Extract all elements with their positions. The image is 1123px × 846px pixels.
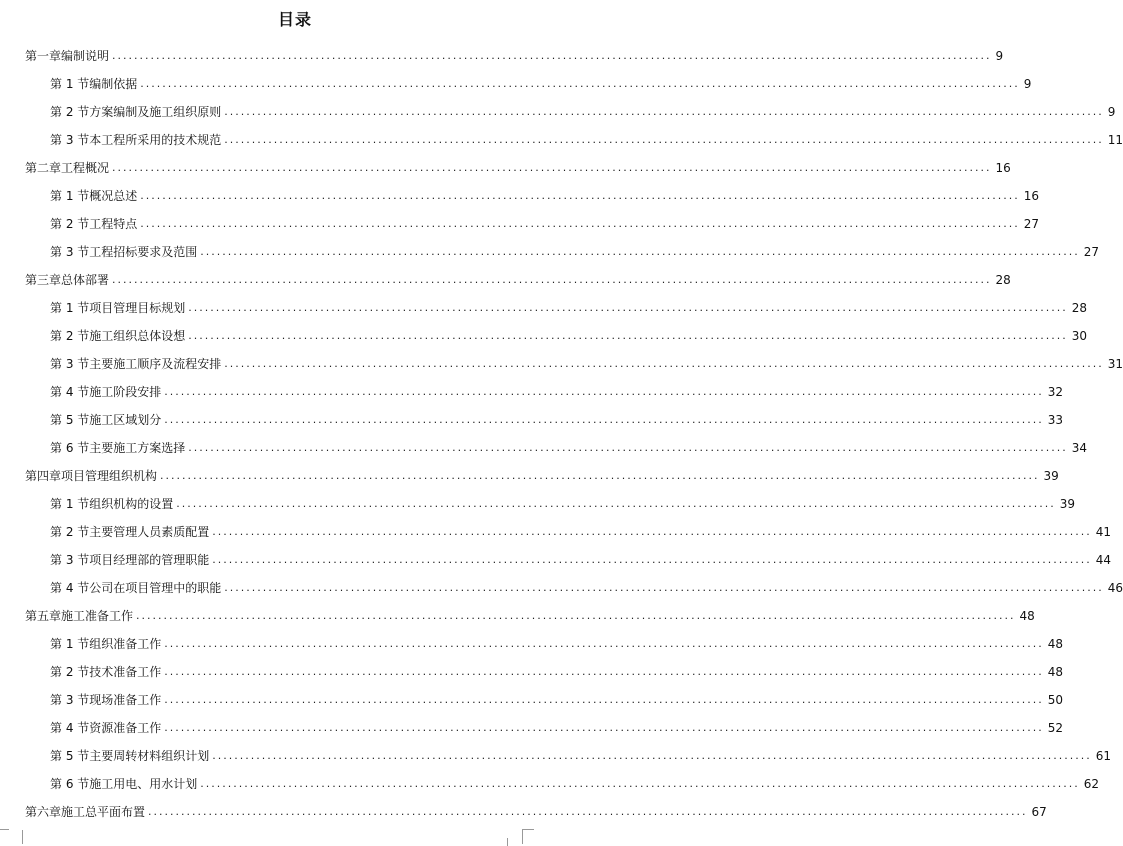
- toc-entry-title: 概况总述: [89, 189, 138, 203]
- toc-section-entry[interactable]: [0, 72, 1032, 92]
- toc-entry-title: 编制依据: [89, 77, 138, 91]
- toc-section-entry[interactable]: [0, 548, 1112, 568]
- toc-chapter-entry[interactable]: [0, 464, 1059, 484]
- toc-dot-leader: ................................................................................................................................................................: [188, 441, 1068, 454]
- toc-entry-page-number: 39: [1059, 497, 1076, 511]
- toc-dot-leader: ................................................................................................................................................................: [160, 469, 1040, 482]
- toc-entry-number: 第 6 节: [50, 777, 90, 791]
- toc-section-entry[interactable]: [0, 184, 1040, 204]
- toc-entry-title: 现场准备工作: [89, 693, 162, 707]
- toc-entry-title: 施工用电、用水计划: [89, 777, 198, 791]
- toc-section-entry[interactable]: [0, 744, 1112, 764]
- toc-entry-number: 第 3 节: [50, 693, 90, 707]
- toc-entry-number: 第 2 节: [50, 525, 90, 539]
- toc-entry-title: 编制说明: [61, 49, 110, 63]
- toc-entry-title: 施工准备工作: [61, 609, 134, 623]
- toc-dot-leader: ................................................................................................................................................................: [164, 413, 1044, 426]
- toc-section-entry[interactable]: [0, 436, 1088, 456]
- toc-dot-leader: ................................................................................................................................................................: [112, 273, 992, 286]
- toc-entry-page-number: 9: [995, 49, 1004, 63]
- toc-dot-leader: ................................................................................................................................................................: [164, 693, 1044, 706]
- toc-section-entry[interactable]: [0, 380, 1064, 400]
- page-corner-mark: [8, 830, 23, 844]
- toc-entry-number: 第 5 节: [50, 749, 90, 763]
- toc-entry-number: 第 1 节: [50, 497, 90, 511]
- toc-section-entry[interactable]: [0, 128, 1123, 148]
- toc-entry-title: 组织机构的设置: [89, 497, 174, 511]
- toc-dot-leader: ................................................................................................................................................................: [224, 357, 1104, 370]
- toc-entry-page-number: 27: [1083, 245, 1100, 259]
- toc-entry-page-number: 48: [1047, 637, 1064, 651]
- toc-entry-number: 第 6 节: [50, 441, 90, 455]
- toc-entry-number: 第四章: [25, 469, 62, 483]
- toc-section-entry[interactable]: [0, 716, 1064, 736]
- toc-entry-number: 第 3 节: [50, 133, 90, 147]
- toc-entry-page-number: 16: [1023, 189, 1040, 203]
- toc-dot-leader: ................................................................................................................................................................: [224, 105, 1104, 118]
- toc-entry-page-number: 9: [1023, 77, 1032, 91]
- toc-chapter-entry[interactable]: [0, 268, 1011, 288]
- toc-section-entry[interactable]: [0, 240, 1100, 260]
- toc-section-entry[interactable]: [0, 660, 1064, 680]
- toc-dot-leader: ................................................................................................................................................................: [212, 749, 1092, 762]
- toc-entry-page-number: 41: [1095, 525, 1112, 539]
- toc-dot-leader: ................................................................................................................................................................: [112, 49, 992, 62]
- toc-section-entry[interactable]: [0, 576, 1123, 596]
- page-edge-tick: [507, 838, 508, 846]
- toc-dot-leader: ................................................................................................................................................................: [224, 581, 1104, 594]
- toc-section-entry[interactable]: [0, 212, 1040, 232]
- toc-entry-number: 第 2 节: [50, 665, 90, 679]
- toc-entry-page-number: 48: [1047, 665, 1064, 679]
- toc-section-entry[interactable]: [0, 492, 1076, 512]
- toc-entry-page-number: 50: [1047, 693, 1064, 707]
- toc-entry-number: 第 3 节: [50, 553, 90, 567]
- toc-entry-number: 第 2 节: [50, 329, 90, 343]
- toc-entry-title: 总体部署: [61, 273, 110, 287]
- page-corner-mark: [0, 829, 9, 830]
- toc-entry-page-number: 44: [1095, 553, 1112, 567]
- toc-entry-title: 组织准备工作: [89, 637, 162, 651]
- toc-dot-leader: ................................................................................................................................................................: [112, 161, 992, 174]
- toc-entry-number: 第 3 节: [50, 357, 90, 371]
- toc-chapter-entry[interactable]: [0, 156, 1011, 176]
- toc-entry-title: 项目管理目标规划: [89, 301, 186, 315]
- toc-entry-title: 项目经理部的管理职能: [89, 553, 210, 567]
- toc-dot-leader: ................................................................................................................................................................: [188, 301, 1068, 314]
- toc-entry-page-number: 52: [1047, 721, 1064, 735]
- toc-chapter-entry[interactable]: [0, 800, 1047, 820]
- toc-entry-page-number: 31: [1107, 357, 1123, 371]
- toc-entry-page-number: 30: [1071, 329, 1088, 343]
- toc-dot-leader: ................................................................................................................................................................: [200, 245, 1080, 258]
- toc-entry-title: 施工阶段安排: [89, 385, 162, 399]
- toc-entry-number: 第 5 节: [50, 413, 90, 427]
- toc-dot-leader: ................................................................................................................................................................: [188, 329, 1068, 342]
- toc-entry-title: 主要管理人员素质配置: [89, 525, 210, 539]
- toc-entry-page-number: 61: [1095, 749, 1112, 763]
- toc-dot-leader: ................................................................................................................................................................: [164, 637, 1044, 650]
- toc-entry-page-number: 39: [1043, 469, 1059, 483]
- toc-entry-number: 第五章: [25, 609, 62, 623]
- toc-entry-page-number: 27: [1023, 217, 1040, 231]
- toc-entry-title: 施工总平面布置: [61, 805, 146, 819]
- page-corner-mark: [522, 829, 534, 830]
- toc-dot-leader: ................................................................................................................................................................: [164, 385, 1044, 398]
- toc-entry-title: 技术准备工作: [89, 665, 162, 679]
- toc-section-entry[interactable]: [0, 352, 1123, 372]
- toc-title: 目录: [277, 10, 312, 29]
- toc-entry-page-number: 11: [1107, 133, 1123, 147]
- toc-dot-leader: ................................................................................................................................................................: [200, 777, 1080, 790]
- toc-entry-title: 项目管理组织机构: [61, 469, 158, 483]
- toc-section-entry[interactable]: [0, 408, 1064, 428]
- toc-entry-title: 主要施工顺序及流程安排: [89, 357, 222, 371]
- toc-entry-number: 第 3 节: [50, 245, 90, 259]
- toc-dot-leader: ................................................................................................................................................................: [212, 525, 1092, 538]
- toc-entry-number: 第二章: [25, 161, 62, 175]
- toc-entry-page-number: 46: [1107, 581, 1123, 595]
- toc-entry-number: 第 1 节: [50, 77, 90, 91]
- toc-entry-page-number: 62: [1083, 777, 1100, 791]
- toc-entry-title: 方案编制及施工组织原则: [89, 105, 222, 119]
- toc-dot-leader: ................................................................................................................................................................: [140, 217, 1020, 230]
- toc-entry-number: 第 4 节: [50, 721, 90, 735]
- toc-entry-number: 第三章: [25, 273, 62, 287]
- toc-dot-leader: ................................................................................................................................................................: [164, 721, 1044, 734]
- toc-entry-title: 资源准备工作: [89, 721, 162, 735]
- toc-entry-title: 工程概况: [61, 161, 110, 175]
- toc-entry-title: 主要周转材料组织计划: [89, 749, 210, 763]
- toc-entry-number: 第一章: [25, 49, 62, 63]
- toc-dot-leader: ................................................................................................................................................................: [176, 497, 1056, 510]
- toc-entry-title: 主要施工方案选择: [89, 441, 186, 455]
- toc-chapter-entry[interactable]: [0, 44, 1004, 64]
- toc-section-entry[interactable]: [0, 688, 1064, 708]
- toc-entry-page-number: 28: [995, 273, 1011, 287]
- toc-entry-title: 本工程所采用的技术规范: [89, 133, 222, 147]
- toc-entry-number: 第 4 节: [50, 581, 90, 595]
- toc-entry-page-number: 9: [1107, 105, 1116, 119]
- toc-entry-page-number: 34: [1071, 441, 1088, 455]
- toc-section-entry[interactable]: [0, 520, 1112, 540]
- toc-entry-number: 第 2 节: [50, 217, 90, 231]
- toc-entry-number: 第 1 节: [50, 189, 90, 203]
- toc-dot-leader: ................................................................................................................................................................: [140, 77, 1020, 90]
- toc-entry-page-number: 48: [1019, 609, 1035, 623]
- toc-chapter-entry[interactable]: [0, 604, 1035, 624]
- toc-entry-title: 工程招标要求及范围: [89, 245, 198, 259]
- toc-entry-number: 第 4 节: [50, 385, 90, 399]
- page-corner-mark: [522, 830, 537, 844]
- toc-entry-number: 第 1 节: [50, 637, 90, 651]
- toc-section-entry[interactable]: [0, 100, 1116, 120]
- toc-entry-title: 公司在项目管理中的职能: [89, 581, 222, 595]
- toc-entry-title: 工程特点: [89, 217, 138, 231]
- toc-entry-number: 第 2 节: [50, 105, 90, 119]
- toc-entry-page-number: 33: [1047, 413, 1064, 427]
- toc-entry-number: 第六章: [25, 805, 62, 819]
- toc-entry-title: 施工区域划分: [89, 413, 162, 427]
- toc-entry-page-number: 28: [1071, 301, 1088, 315]
- toc-dot-leader: ................................................................................................................................................................: [224, 133, 1104, 146]
- toc-entry-number: 第 1 节: [50, 301, 90, 315]
- toc-entry-page-number: 16: [995, 161, 1011, 175]
- toc-entry-page-number: 67: [1031, 805, 1047, 819]
- toc-dot-leader: ................................................................................................................................................................: [148, 805, 1028, 818]
- toc-entry-page-number: 32: [1047, 385, 1064, 399]
- toc-section-entry[interactable]: [0, 296, 1088, 316]
- toc-section-entry[interactable]: [0, 772, 1100, 792]
- toc-entry-title: 施工组织总体设想: [89, 329, 186, 343]
- toc-dot-leader: ................................................................................................................................................................: [164, 665, 1044, 678]
- toc-dot-leader: ................................................................................................................................................................: [140, 189, 1020, 202]
- toc-dot-leader: ................................................................................................................................................................: [212, 553, 1092, 566]
- toc-section-entry[interactable]: [0, 324, 1088, 344]
- toc-section-entry[interactable]: [0, 632, 1064, 652]
- toc-dot-leader: ................................................................................................................................................................: [136, 609, 1016, 622]
